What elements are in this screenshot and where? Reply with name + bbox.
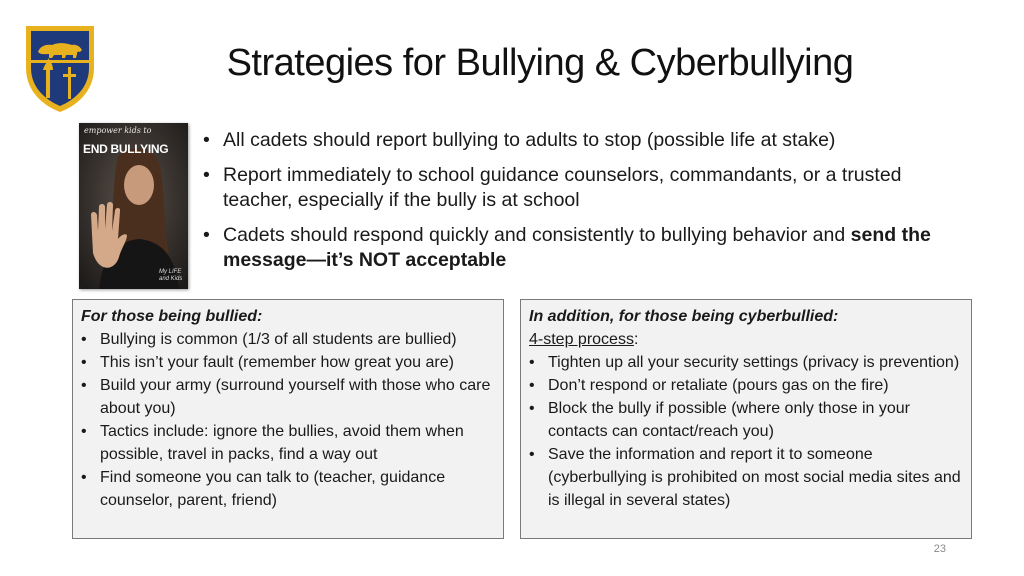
bullet-dot-icon: • [529,400,535,417]
bullet-dot-icon: • [81,423,87,440]
list-item [81,351,495,374]
main-bullet-item [203,128,973,153]
cyberbullied-tips-heading: In addition, for those being cyberbullied: [529,308,839,325]
bullet-dot-icon: • [529,377,535,394]
process-subheading-suffix: : [633,331,639,348]
bullet-dot-icon: • [203,129,210,151]
list-item [81,328,495,351]
slide-title: Strategies for Bullying & Cyberbullying [226,42,854,84]
bullet-dot-icon: • [81,469,87,486]
list-item-text: Find someone you can talk to (teacher, guidance counselor, parent, friend) [100,469,446,509]
process-subheading-text: 4-step process [529,331,634,348]
list-item [81,466,495,512]
list-item-text: Block the bully if possible (where only those in your contacts can contact/reach you) [548,400,910,440]
main-bullet-bold-text: send the message—it’s NOT acceptable [223,224,931,271]
list-item [81,420,495,466]
bullied-tips-box [72,299,504,539]
list-item-text: Save the information and report it to someone (cyberbullying is prohibited on most social media sites and is illegal in several states) [548,446,961,509]
end-bullying-poster [79,123,188,289]
bullied-tips-list [81,328,495,512]
bullied-tips-heading: For those being bullied: [81,308,263,325]
bullet-dot-icon: • [203,164,210,186]
bullet-dot-icon: • [81,331,87,348]
bullet-dot-icon: • [81,377,87,394]
main-bullet-text: Cadets should respond quickly and consistently to bullying behavior and [223,224,851,246]
poster-credit: My LIFE and Kids [159,269,183,282]
main-bullet-item [203,223,973,273]
list-item-text: Tighten up all your security settings (privacy is prevention) [548,354,960,371]
poster-big-text: END BULLYING [83,142,169,156]
list-item-text: Tactics include: ignore the bullies, avoid them when possible, travel in packs, find a way out [100,423,464,463]
list-item-text: Build your army (surround yourself with those who care about you) [100,377,491,417]
main-bullet-text: Report immediately to school guidance counselors, commandants, or a trusted teacher, especially if the bully is at school [223,164,902,211]
bullet-dot-icon: • [203,224,210,246]
list-item [529,443,963,512]
main-bullet-item [203,163,973,213]
list-item [529,351,963,374]
list-item-text: This isn’t your fault (remember how great you are) [100,354,454,371]
process-subheading [529,328,963,351]
poster-small-text: empower kids to [84,126,152,135]
page-number: 23 [933,543,946,555]
list-item-text: Bullying is common (1/3 of all students are bullied) [100,331,457,348]
bullet-dot-icon: • [529,354,535,371]
cyberbullied-tips-list [529,351,963,512]
list-item-text: Don’t respond or retaliate (pours gas on the fire) [548,377,889,394]
list-item [81,374,495,420]
main-bullet-list [203,128,973,283]
main-bullet-text: All cadets should report bullying to adults to stop (possible life at stake) [223,129,836,151]
list-item [529,397,963,443]
list-item [529,374,963,397]
cyberbullied-tips-box [520,299,972,539]
bullet-dot-icon: • [529,446,535,463]
bullet-dot-icon: • [81,354,87,371]
